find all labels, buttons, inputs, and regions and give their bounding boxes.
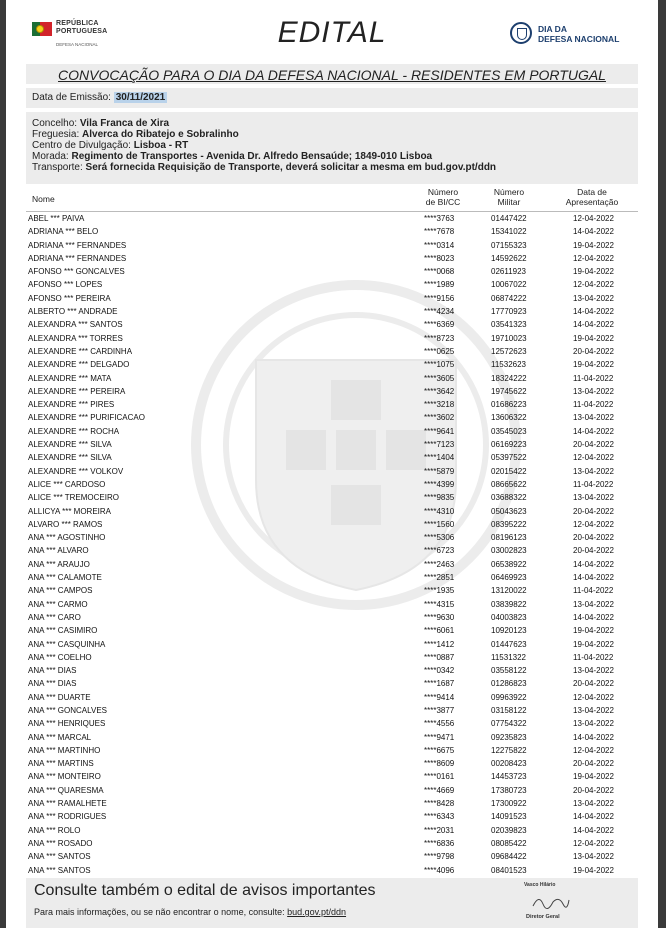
cell-militar: 00208423 xyxy=(491,759,527,769)
cell-name: ANA *** MARTINS xyxy=(28,759,94,769)
cell-bi: ****3218 xyxy=(424,400,455,410)
cell-date: 14-04-2022 xyxy=(573,573,614,583)
cell-name: ANA *** COELHO xyxy=(28,652,92,662)
cell-bi: ****6675 xyxy=(424,745,455,755)
cell-militar: 08401523 xyxy=(491,865,527,875)
cell-bi: ****8023 xyxy=(424,253,455,263)
cell-name: ANA *** GONCALVES xyxy=(28,705,107,715)
table-row xyxy=(26,677,638,690)
cell-militar: 07155323 xyxy=(491,240,527,250)
cell-bi: ****9835 xyxy=(424,493,455,503)
cell-bi: ****4310 xyxy=(424,506,455,516)
cell-name: ANA *** DIAS xyxy=(28,666,77,676)
cell-militar: 06874222 xyxy=(491,293,527,303)
cell-date: 13-04-2022 xyxy=(573,799,614,809)
cell-date: 19-04-2022 xyxy=(573,639,614,649)
cell-date: 20-04-2022 xyxy=(573,546,614,556)
table-row xyxy=(26,225,638,238)
cell-militar: 01447623 xyxy=(491,639,527,649)
cell-militar: 14592622 xyxy=(491,253,527,263)
cell-name: ALVARO *** RAMOS xyxy=(28,519,103,529)
cell-name: ANA *** MARTINHO xyxy=(28,745,101,755)
cell-date: 13-04-2022 xyxy=(573,386,614,396)
cell-name: ALEXANDRA *** TORRES xyxy=(28,333,123,343)
cell-militar: 17770923 xyxy=(491,307,527,317)
cell-bi: ****7678 xyxy=(424,227,455,237)
cell-bi: ****9641 xyxy=(424,426,455,436)
centro-line: Centro de Divulgação: Lisboa - RT xyxy=(32,140,189,151)
table-row xyxy=(26,558,638,571)
cell-name: ALLICYA *** MOREIRA xyxy=(28,506,111,516)
cell-militar: 06538922 xyxy=(491,559,527,569)
table-row xyxy=(26,704,638,717)
table-row xyxy=(26,611,638,624)
table-row xyxy=(26,278,638,291)
cell-date: 14-04-2022 xyxy=(573,732,614,742)
cell-date: 12-04-2022 xyxy=(573,745,614,755)
cell-name: ANA *** CALAMOTE xyxy=(28,573,102,583)
table-row xyxy=(26,518,638,531)
cell-bi: ****6369 xyxy=(424,320,455,330)
cell-militar: 12572623 xyxy=(491,346,527,356)
cell-date: 20-04-2022 xyxy=(573,346,614,356)
cell-name: ALEXANDRE *** DELGADO xyxy=(28,360,130,370)
cell-date: 13-04-2022 xyxy=(573,493,614,503)
cell-bi: ****7123 xyxy=(424,440,455,450)
cell-militar: 01686223 xyxy=(491,400,527,410)
cell-militar: 05397522 xyxy=(491,453,527,463)
cell-name: ALICE *** TREMOCEIRO xyxy=(28,493,119,503)
table-row xyxy=(26,491,638,504)
table-row xyxy=(26,465,638,478)
table-row xyxy=(26,385,638,398)
cell-name: ALEXANDRE *** VOLKOV xyxy=(28,466,124,476)
cell-bi: ****0314 xyxy=(424,240,455,250)
defesa-nacional-logo xyxy=(510,22,640,50)
info-block xyxy=(26,112,638,184)
cell-militar: 03839822 xyxy=(491,599,527,609)
header-bi: Número de BI/CC xyxy=(425,187,461,207)
cell-bi: ****0887 xyxy=(424,652,455,662)
cell-bi: ****0342 xyxy=(424,666,455,676)
footer-subtitle: Para mais informações, ou se não encontrar o nome, consulte: bud.gov.pt/ddn xyxy=(34,907,347,917)
table-row xyxy=(26,864,638,877)
header-date: Data de Apresentação xyxy=(565,187,619,207)
cell-name: ANA *** RODRIGUES xyxy=(28,812,107,822)
cell-name: ANA *** ARAUJO xyxy=(28,559,90,569)
cell-name: ANA *** MONTEIRO xyxy=(28,772,101,782)
table-row xyxy=(26,810,638,823)
cell-militar: 02611923 xyxy=(491,267,526,277)
cell-bi: ****2031 xyxy=(424,825,455,835)
freguesia-line: Freguesia: Alverca do Ribatejo e Sobralinho xyxy=(32,129,239,140)
cell-name: ALEXANDRE *** MATA xyxy=(28,373,112,383)
table-row xyxy=(26,411,638,424)
footer xyxy=(26,878,638,928)
cell-bi: ****1687 xyxy=(424,679,455,689)
cell-militar: 08085422 xyxy=(491,838,527,848)
cell-militar: 14091523 xyxy=(491,812,527,822)
cell-militar: 03002823 xyxy=(491,546,527,556)
cell-name: ADRIANA *** FERNANDES xyxy=(28,253,127,263)
transporte-line: Transporte: Será fornecida Requisição de Transporte, deverá solicitar a mesma em bud.gov.pt/ddn xyxy=(32,162,497,173)
cell-militar: 04003823 xyxy=(491,612,527,622)
cell-militar: 12275822 xyxy=(491,745,527,755)
table-row xyxy=(26,372,638,385)
cell-date: 14-04-2022 xyxy=(573,227,614,237)
cell-militar: 17380723 xyxy=(491,785,527,795)
cell-militar: 18324222 xyxy=(491,373,527,383)
table-row xyxy=(26,691,638,704)
table-row xyxy=(26,757,638,770)
table-row xyxy=(26,438,638,451)
cell-date: 12-04-2022 xyxy=(573,253,614,263)
cell-date: 12-04-2022 xyxy=(573,692,614,702)
concelho-line: Concelho: Vila Franca de Xira xyxy=(32,118,170,129)
cell-date: 19-04-2022 xyxy=(573,865,614,875)
cell-date: 11-04-2022 xyxy=(573,586,614,596)
header-militar: Número Militar xyxy=(493,187,525,207)
cell-date: 14-04-2022 xyxy=(573,559,614,569)
cell-bi: ****1075 xyxy=(424,360,455,370)
page-title: EDITAL xyxy=(277,16,387,49)
cell-date: 13-04-2022 xyxy=(573,413,614,423)
cell-date: 13-04-2022 xyxy=(573,719,614,729)
cell-name: ANA *** CASIMIRO xyxy=(28,626,98,636)
edital-page xyxy=(6,0,658,928)
republica-text: REPÚBLICA PORTUGUESA xyxy=(56,20,108,35)
cell-date: 14-04-2022 xyxy=(573,426,614,436)
emission-value: 30/11/2021 xyxy=(115,92,166,103)
cell-name: AFONSO *** PEREIRA xyxy=(28,293,111,303)
table-row xyxy=(26,717,638,730)
cell-date: 11-04-2022 xyxy=(573,373,614,383)
cell-militar: 03688322 xyxy=(491,493,527,503)
cell-militar: 13120022 xyxy=(491,586,527,596)
cell-name: ALEXANDRE *** PURIFICACAO xyxy=(28,413,145,423)
cell-bi: ****9414 xyxy=(424,692,455,702)
cell-militar: 06469923 xyxy=(491,573,527,583)
cell-bi: ****2463 xyxy=(424,559,455,569)
cell-bi: ****0625 xyxy=(424,346,455,356)
cell-date: 13-04-2022 xyxy=(573,599,614,609)
cell-date: 19-04-2022 xyxy=(573,626,614,636)
cell-militar: 03541323 xyxy=(491,320,527,330)
table-row xyxy=(26,744,638,757)
cell-date: 20-04-2022 xyxy=(573,759,614,769)
cell-bi: ****4234 xyxy=(424,307,455,317)
cell-bi: ****3642 xyxy=(424,386,455,396)
cell-bi: ****8723 xyxy=(424,333,455,343)
cell-bi: ****4556 xyxy=(424,719,455,729)
cell-militar: 02039823 xyxy=(491,825,527,835)
cell-date: 13-04-2022 xyxy=(573,705,614,715)
cell-date: 11-04-2022 xyxy=(573,479,614,489)
cell-bi: ****8428 xyxy=(424,799,455,809)
cell-militar: 08196123 xyxy=(491,533,527,543)
table-row xyxy=(26,332,638,345)
cell-militar: 03158122 xyxy=(491,705,527,715)
cell-date: 12-04-2022 xyxy=(573,453,614,463)
cell-militar: 08395222 xyxy=(491,519,527,529)
cell-name: ALICE *** CARDOSO xyxy=(28,479,106,489)
cell-name: ANA *** CARMO xyxy=(28,599,88,609)
cell-name: ANA *** DIAS xyxy=(28,679,77,689)
cell-militar: 15341022 xyxy=(491,227,527,237)
table-row xyxy=(26,544,638,557)
cell-date: 12-04-2022 xyxy=(573,519,614,529)
cell-militar: 10067022 xyxy=(491,280,527,290)
cell-bi: ****2851 xyxy=(424,573,455,583)
table-row xyxy=(26,584,638,597)
table-row xyxy=(26,797,638,810)
cell-date: 11-04-2022 xyxy=(573,652,614,662)
cell-bi: ****3763 xyxy=(424,214,455,223)
cell-name: ANA *** QUARESMA xyxy=(28,785,104,795)
cell-bi: ****8609 xyxy=(424,759,455,769)
cell-name: ANA *** AGOSTINHO xyxy=(28,533,106,543)
cell-date: 12-04-2022 xyxy=(573,838,614,848)
table-row xyxy=(26,824,638,837)
cell-bi: ****5306 xyxy=(424,533,455,543)
cell-bi: ****9798 xyxy=(424,852,455,862)
cell-bi: ****5879 xyxy=(424,466,455,476)
cell-date: 13-04-2022 xyxy=(573,293,614,303)
cell-date: 14-04-2022 xyxy=(573,320,614,330)
cell-name: ANA *** SANTOS xyxy=(28,865,91,875)
table-row xyxy=(26,784,638,797)
cell-date: 20-04-2022 xyxy=(573,506,614,516)
cell-name: ANA *** CAMPOS xyxy=(28,586,93,596)
cell-name: ANA *** RAMALHETE xyxy=(28,799,107,809)
cell-name: ANA *** ROLO xyxy=(28,825,81,835)
cell-date: 11-04-2022 xyxy=(573,400,614,410)
cell-militar: 10920123 xyxy=(491,626,527,636)
cell-militar: 06169223 xyxy=(491,440,527,450)
cell-bi: ****3877 xyxy=(424,705,455,715)
cell-date: 13-04-2022 xyxy=(573,852,614,862)
cell-militar: 11532623 xyxy=(491,360,526,370)
cell-date: 19-04-2022 xyxy=(573,360,614,370)
cell-date: 19-04-2022 xyxy=(573,267,614,277)
cell-bi: ****9471 xyxy=(424,732,455,742)
cell-date: 20-04-2022 xyxy=(573,440,614,450)
footer-link[interactable]: bud.gov.pt/ddn xyxy=(287,907,347,917)
table-row xyxy=(26,212,638,225)
cell-date: 13-04-2022 xyxy=(573,666,614,676)
cell-date: 19-04-2022 xyxy=(573,772,614,782)
footer-title: Consulte também o edital de avisos importantes xyxy=(34,882,376,899)
cell-militar: 11531322 xyxy=(491,652,526,662)
cell-date: 20-04-2022 xyxy=(573,785,614,795)
table-row xyxy=(26,624,638,637)
table-row xyxy=(26,425,638,438)
table-row xyxy=(26,598,638,611)
cell-bi: ****4096 xyxy=(424,865,455,875)
cell-bi: ****6723 xyxy=(424,546,455,556)
cell-bi: ****3602 xyxy=(424,413,455,423)
table-row xyxy=(26,398,638,411)
cell-bi: ****1412 xyxy=(424,639,455,649)
table-row xyxy=(26,305,638,318)
table-row xyxy=(26,451,638,464)
morada-line: Morada: Regimento de Transportes - Avenida Dr. Alfredo Bensaúde; 1849-010 Lisboa xyxy=(32,151,433,162)
cell-name: ALEXANDRE *** SILVA xyxy=(28,453,112,463)
cell-name: AFONSO *** LOPES xyxy=(28,280,103,290)
cell-date: 20-04-2022 xyxy=(573,533,614,543)
cell-name: ADRIANA *** BELO xyxy=(28,227,99,237)
table-row xyxy=(26,265,638,278)
cell-name: ALEXANDRE *** PIRES xyxy=(28,400,115,410)
table-row xyxy=(26,239,638,252)
cell-name: ANA *** MARCAL xyxy=(28,732,92,742)
cell-bi: ****4669 xyxy=(424,785,455,795)
cell-militar: 01447422 xyxy=(491,214,527,223)
cell-date: 12-04-2022 xyxy=(573,280,614,290)
cell-bi: ****9156 xyxy=(424,293,455,303)
defesa-nacional-text: DIA DA DEFESA NACIONAL xyxy=(538,24,620,44)
cell-name: ABEL *** PAIVA xyxy=(28,214,85,223)
cell-militar: 14453723 xyxy=(491,772,527,782)
cell-date: 19-04-2022 xyxy=(573,333,614,343)
table-row xyxy=(26,252,638,265)
cell-name: AFONSO *** GONCALVES xyxy=(28,267,125,277)
candidate-table xyxy=(26,212,638,877)
emission-label: Data de Emissão: xyxy=(32,92,111,103)
cell-bi: ****0161 xyxy=(424,772,455,782)
cell-bi: ****1989 xyxy=(424,280,455,290)
cell-bi: ****6836 xyxy=(424,838,455,848)
cell-bi: ****1560 xyxy=(424,519,455,529)
cell-name: ANA *** CASQUINHA xyxy=(28,639,106,649)
cell-militar: 19745622 xyxy=(491,386,527,396)
cell-date: 19-04-2022 xyxy=(573,240,614,250)
republica-subtext: DEFESA NACIONAL xyxy=(56,42,99,47)
cell-bi: ****1935 xyxy=(424,586,455,596)
table-row xyxy=(26,505,638,518)
cell-militar: 09235823 xyxy=(491,732,527,742)
cell-name: ANA *** DUARTE xyxy=(28,692,91,702)
cell-militar: 09963922 xyxy=(491,692,527,702)
cell-bi: ****9630 xyxy=(424,612,455,622)
cell-bi: ****1404 xyxy=(424,453,455,463)
cell-bi: ****6343 xyxy=(424,812,455,822)
cell-date: 20-04-2022 xyxy=(573,679,614,689)
signer-name: Vasco Hilário xyxy=(524,882,556,888)
cell-name: ANA *** HENRIQUES xyxy=(28,719,106,729)
cell-militar: 02015422 xyxy=(491,466,527,476)
cell-name: ANA *** ALVARO xyxy=(28,546,89,556)
table-row xyxy=(26,850,638,863)
cell-name: ALBERTO *** ANDRADE xyxy=(28,307,118,317)
cell-name: ALEXANDRE *** CARDINHA xyxy=(28,346,133,356)
cell-date: 14-04-2022 xyxy=(573,307,614,317)
header-name: Nome xyxy=(32,194,55,204)
cell-name: ALEXANDRE *** ROCHA xyxy=(28,426,120,436)
table-row xyxy=(26,318,638,331)
table-row xyxy=(26,358,638,371)
cell-date: 14-04-2022 xyxy=(573,825,614,835)
cell-militar: 03545023 xyxy=(491,426,527,436)
cell-name: ALEXANDRA *** SANTOS xyxy=(28,320,123,330)
table-row xyxy=(26,770,638,783)
cell-militar: 19710023 xyxy=(491,333,527,343)
signer-title: Diretor Geral xyxy=(526,914,560,920)
cell-date: 14-04-2022 xyxy=(573,812,614,822)
header xyxy=(6,0,658,62)
table-row xyxy=(26,531,638,544)
cell-militar: 09684422 xyxy=(491,852,527,862)
table-row xyxy=(26,837,638,850)
cell-name: ANA *** CARO xyxy=(28,612,81,622)
shield-icon xyxy=(510,22,532,44)
signature-image xyxy=(531,892,571,912)
cell-name: ANA *** SANTOS xyxy=(28,852,91,862)
cell-bi: ****4315 xyxy=(424,599,455,609)
table-row xyxy=(26,731,638,744)
convocation-title: CONVOCAÇÃO PARA O DIA DA DEFESA NACIONAL - RESIDENTES EM PORTUGAL xyxy=(26,64,638,84)
cell-bi: ****6061 xyxy=(424,626,455,636)
table-row xyxy=(26,571,638,584)
cell-name: ALEXANDRE *** PEREIRA xyxy=(28,386,126,396)
cell-militar: 13606322 xyxy=(491,413,527,423)
cell-militar: 01286823 xyxy=(491,679,527,689)
cell-bi: ****3605 xyxy=(424,373,455,383)
cell-bi: ****4399 xyxy=(424,479,455,489)
cell-militar: 08665622 xyxy=(491,479,527,489)
cell-militar: 05043623 xyxy=(491,506,527,516)
cell-name: ANA *** ROSADO xyxy=(28,838,93,848)
emission-date xyxy=(26,88,638,108)
table-row xyxy=(26,638,638,651)
cell-date: 13-04-2022 xyxy=(573,466,614,476)
cell-militar: 17300922 xyxy=(491,799,527,809)
table-row xyxy=(26,664,638,677)
table-row xyxy=(26,292,638,305)
cell-name: ADRIANA *** FERNANDES xyxy=(28,240,127,250)
cell-bi: ****0068 xyxy=(424,267,455,277)
cell-date: 14-04-2022 xyxy=(573,612,614,622)
table-row xyxy=(26,651,638,664)
table-row xyxy=(26,478,638,491)
table-row xyxy=(26,345,638,358)
cell-militar: 07754322 xyxy=(491,719,527,729)
cell-name: ALEXANDRE *** SILVA xyxy=(28,440,112,450)
cell-date: 12-04-2022 xyxy=(573,214,614,223)
cell-militar: 03558122 xyxy=(491,666,527,676)
